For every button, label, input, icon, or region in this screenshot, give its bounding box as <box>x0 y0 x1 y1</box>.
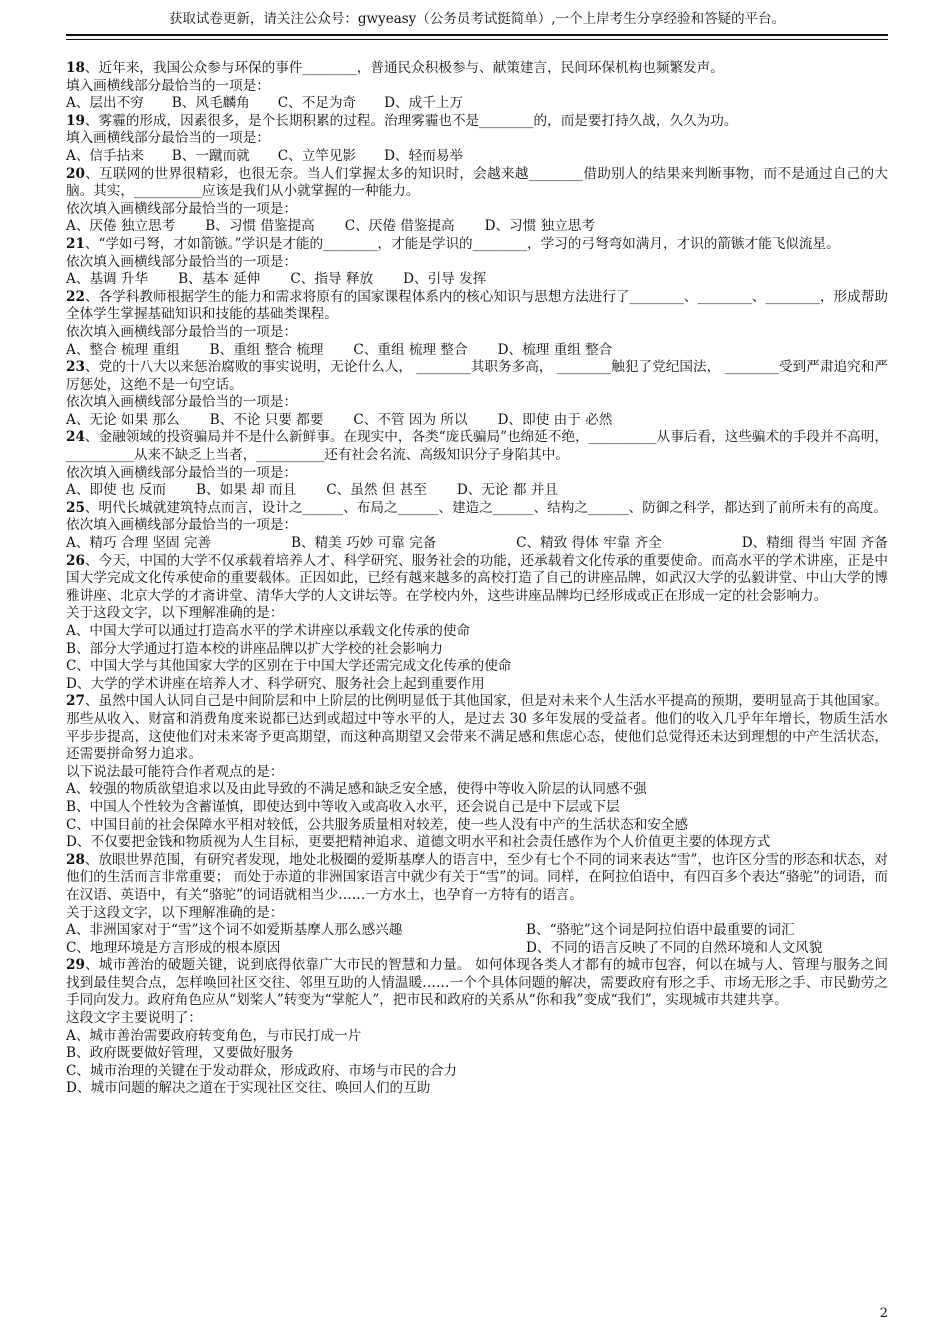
question-26 <box>66 553 888 694</box>
option-c: C、不足为奇 <box>277 95 357 112</box>
options-row <box>66 482 888 500</box>
question-number: 19 <box>66 112 85 129</box>
question-21 <box>66 236 888 289</box>
question-20 <box>66 166 888 236</box>
option-b: B、精美 巧妙 可靠 完备 <box>291 535 437 552</box>
question-number: 27 <box>66 693 85 710</box>
question-prompt: 依次填入画横线部分最恰当的一项是： <box>66 464 298 481</box>
question-stem: 、城市善治的破题关键，说到底得依靠广大市民的智慧和力量。 如何体现各类人才都有的城市包容，何以在城与人、管理与服务之间找到最佳契合点，怎样唤回社区交往、邻里互助的人情温暖……一个个具体问题的解决，需要政府有形之手、市场无形之手、市民勤劳之手同向发力。政府角色应从“划桨人”转变为“掌舵人”，把市民和政府的关系从“你和我”变成“我们”，实现城市共建共享。 <box>66 957 888 1009</box>
question-number: 23 <box>66 359 85 376</box>
header-rule-thin <box>66 39 888 40</box>
option-a: A、即使 也 反而 <box>66 482 167 499</box>
option-a: A、整合 梳理 重组 <box>66 341 180 358</box>
question-27 <box>66 693 888 851</box>
option-c: C、城市治理的关键在于发动群众，形成政府、市场与市民的合力 <box>66 1062 458 1079</box>
question-prompt: 以下说法最可能符合作者观点的是： <box>66 763 284 780</box>
question-29 <box>66 957 888 1098</box>
page-header <box>66 10 888 34</box>
option-c: C、精致 得体 牢靠 齐全 <box>516 535 662 552</box>
option-c: C、中国目前的社会保障水平相对较低，公共服务质量相对较差，使一些人没有中产的生活状态和安全感 <box>66 816 689 833</box>
question-25 <box>66 500 888 553</box>
option-b: B、中国人个性较为含蓄谨慎，即使达到中等收入或高收入水平，还会说自己是中下层或下层 <box>66 798 620 815</box>
option-b: B、政府既要做好管理，又要做好服务 <box>66 1045 294 1062</box>
question-number: 22 <box>66 288 85 305</box>
header-rule-thick <box>66 34 888 36</box>
question-prompt: 关于这段文字，以下理解准确的是： <box>66 605 284 622</box>
question-stem: 、党的十八大以来惩治腐败的事实说明，无论什么人， ________其职务多高， ________触犯了党纪国法， ________受到严肃追究和严厉惩处，这绝不是一句空话。 <box>66 359 888 393</box>
option-d: D、习惯 独立思考 <box>484 218 596 235</box>
question-prompt: 依次填入画横线部分最恰当的一项是： <box>66 253 298 270</box>
question-stem: 、放眼世界范围，有研究者发现，地处北极圈的爱斯基摩人的语言中，至少有七个不同的词来表达“雪”，也许区分雪的形态和状态，对他们的生活而言非常重要； 而处于赤道的非洲国家语言中就少有关于“雪”的词。同样，在阿拉伯语中，有四百多个表达“骆驼”的词语，而在汉语、英语中，有关“骆驼”的词语就相当少……一方水土，也孕育一方特有的语言。 <box>66 851 888 903</box>
question-number: 29 <box>66 957 85 974</box>
options-row <box>66 271 888 289</box>
options-row <box>66 940 888 958</box>
options-row <box>66 922 888 940</box>
question-stem: 、近年来，我国公众参与环保的事件________，普通民众积极参与、献策建言，民间环保机构也频繁发声。 <box>84 60 724 76</box>
option-b: B、习惯 借鉴提高 <box>205 218 315 235</box>
page-number: 2 <box>879 1306 888 1321</box>
option-b: B、风毛麟角 <box>171 95 250 112</box>
option-d: D、城市问题的解决之道在于实现社区交往、唤回人们的互助 <box>66 1080 431 1097</box>
option-d: D、不同的语言反映了不同的自然环境和人文风貌 <box>526 939 823 956</box>
question-prompt: 依次填入画横线部分最恰当的一项是： <box>66 517 298 534</box>
option-c: C、地理环境是方言形成的根本原因 <box>66 939 281 956</box>
question-stem: 、雾霾的形成，因素很多，是个长期积累的过程。治理雾霾也不是________的，而是要打持久战，久久为功。 <box>84 112 738 129</box>
option-b: B、一蹴而就 <box>171 147 250 164</box>
option-a: A、层出不穷 <box>66 95 144 112</box>
options-row <box>66 148 888 166</box>
option-c: C、中国大学与其他国家大学的区别在于中国大学还需完成文化传承的使命 <box>66 658 512 675</box>
option-b: B、“骆驼”这个词是阿拉伯语中最重要的词汇 <box>526 922 795 939</box>
option-d: D、梳理 重组 整合 <box>497 341 613 358</box>
option-c: C、重组 梳理 整合 <box>353 341 468 358</box>
question-stem: 、明代长城就建筑特点而言，设计之______、布局之______、建造之______、结构之______、防御之科学，都达到了前所未有的高度。 <box>84 499 887 516</box>
option-a: A、较强的物质欲望追求以及由此导致的不满足感和缺乏安全感，使得中等收入阶层的认同感不强 <box>66 781 647 798</box>
question-number: 25 <box>66 499 85 516</box>
option-d: D、轻而易举 <box>384 147 464 164</box>
option-a: A、基调 升华 <box>66 271 149 288</box>
question-prompt: 依次填入画横线部分最恰当的一项是： <box>66 200 298 217</box>
question-23 <box>66 359 888 429</box>
header-notice: 获取试卷更新，请关注公众号：gwyeasy（公务员考试挺简单）,一个上岸考生分享经验和答疑的平台。 <box>168 11 786 27</box>
question-stem: 、金融领域的投资骗局并不是什么新鲜事。在现实中，各类“庞氏骗局”也绵延不绝，__________从事后看，这些骗术的手段并不高明，__________从来不缺乏上当者，__________还有社会名流、高级知识分子身陷其中。 <box>66 429 888 464</box>
option-d: D、精细 得当 牢固 齐备 <box>741 535 888 552</box>
option-a: A、非洲国家对于“雪”这个词不如爱斯基摩人那么感兴趣 <box>66 922 403 939</box>
question-22 <box>66 289 888 359</box>
options-row <box>66 218 888 236</box>
question-number: 20 <box>66 165 85 182</box>
exam-content <box>66 60 888 1098</box>
option-a: A、中国大学可以通过打造高水平的学术讲座以承载文化传承的使命 <box>66 623 471 639</box>
option-b: B、部分大学通过打造本校的讲座品牌以扩大学校的社会影响力 <box>66 640 444 657</box>
option-d: D、无论 都 并且 <box>456 482 558 499</box>
option-d: D、引导 发挥 <box>403 271 487 288</box>
option-a: A、精巧 合理 坚固 完善 <box>66 535 212 552</box>
option-d: D、即使 由于 必然 <box>497 411 613 428</box>
question-number: 21 <box>66 235 85 252</box>
question-24 <box>66 429 888 499</box>
option-b: B、重组 整合 梳理 <box>209 341 324 358</box>
option-a: A、厌倦 独立思考 <box>66 218 176 235</box>
option-d: D、不仅要把金钱和物质视为人生目标，更要把精神追求、道德文明水平和社会责任感作为个人价值更主要的体现方式 <box>66 834 771 851</box>
question-stem: 、“学如弓弩，才如箭镞。”学识是才能的________，才能是学识的________，学习的弓弩弯如满月，才识的箭镞才能飞似流星。 <box>84 235 840 252</box>
option-c: C、指导 释放 <box>290 271 374 288</box>
option-b: B、不论 只要 都要 <box>209 411 324 428</box>
question-stem: 、今天，中国的大学不仅承载着培养人才、科学研究、服务社会的功能，还承载着文化传承的重要使命。而高水平的学术讲座，正是中国大学完成文化传承使命的重要载体。正因如此，已经有越来越多的高校打造了自己的讲座品牌，如武汉大学的弘毅讲堂、中山大学的博雅讲座、北京大学的才斋讲堂、清华大学的人文讲坛等。在学校内外，这些讲座品牌均已经形成或正在形成一定的社会影响力。 <box>66 552 888 604</box>
question-stem: 、各学科教师根据学生的能力和需求将原有的国家课程体系内的核心知识与思想方法进行了________、________、________，形成帮助全体学生掌握基础知识和技能的基础类课程。 <box>66 288 888 323</box>
question-number: 24 <box>66 429 85 446</box>
option-c: C、虽然 但 甚至 <box>326 482 427 499</box>
option-a: A、无论 如果 那么 <box>66 411 180 428</box>
options-row <box>66 412 888 430</box>
option-a: A、信手拈来 <box>66 147 144 164</box>
option-d: D、成千上万 <box>384 95 464 112</box>
option-b: B、基本 延伸 <box>178 271 261 288</box>
question-prompt: 依次填入画横线部分最恰当的一项是： <box>66 323 298 340</box>
question-number: 18 <box>66 60 85 76</box>
question-prompt: 依次填入画横线部分最恰当的一项是： <box>66 394 298 411</box>
question-stem: 、虽然中国人认同自己是中间阶层和中上阶层的比例明显低于其他国家，但是对未来个人生活水平提高的预期，要明显高于其他国家。那些从收入、财富和消费角度来说都已达到或超过中等水平的人，是过去 30 多年发展的受益者。他们的收入几乎年年增长，物质生活水平步步提高，这使他们对未来寄予更高期望，而这种高期望又会带来不满足感和焦虑心态，使他们总觉得还未达到理想的中产生活状态，还需要拼命努力追求。 <box>66 693 888 763</box>
question-18 <box>66 60 888 113</box>
option-b: B、如果 却 而且 <box>196 482 297 499</box>
option-c: C、厌倦 借鉴提高 <box>344 218 455 235</box>
option-c: C、不管 因为 所以 <box>353 411 468 428</box>
question-prompt: 填入画横线部分最恰当的一项是： <box>66 77 270 94</box>
question-prompt: 填入画横线部分最恰当的一项是： <box>66 130 270 147</box>
option-c: C、立竿见影 <box>277 147 357 164</box>
options-row <box>66 95 888 113</box>
question-prompt: 关于这段文字，以下理解准确的是： <box>66 904 284 921</box>
options-row <box>66 342 888 360</box>
options-row <box>66 535 888 553</box>
question-number: 28 <box>66 851 85 868</box>
question-prompt: 这段文字主要说明了： <box>66 1010 202 1027</box>
question-stem: 、互联网的世界很精彩，也很无奈。当人们掌握太多的知识时，会越来越________借助别人的结果来判断事物，而不是通过自己的大脑。其实，__________应该是我们从小就掌握的一种能力。 <box>66 165 888 200</box>
question-number: 26 <box>66 552 85 569</box>
question-28 <box>66 852 888 958</box>
option-d: D、大学的学术讲座在培养人才、科学研究、服务社会上起到重要作用 <box>66 675 485 692</box>
question-19 <box>66 113 888 166</box>
option-a: A、城市善治需要政府转变角色，与市民打成一片 <box>66 1027 362 1044</box>
